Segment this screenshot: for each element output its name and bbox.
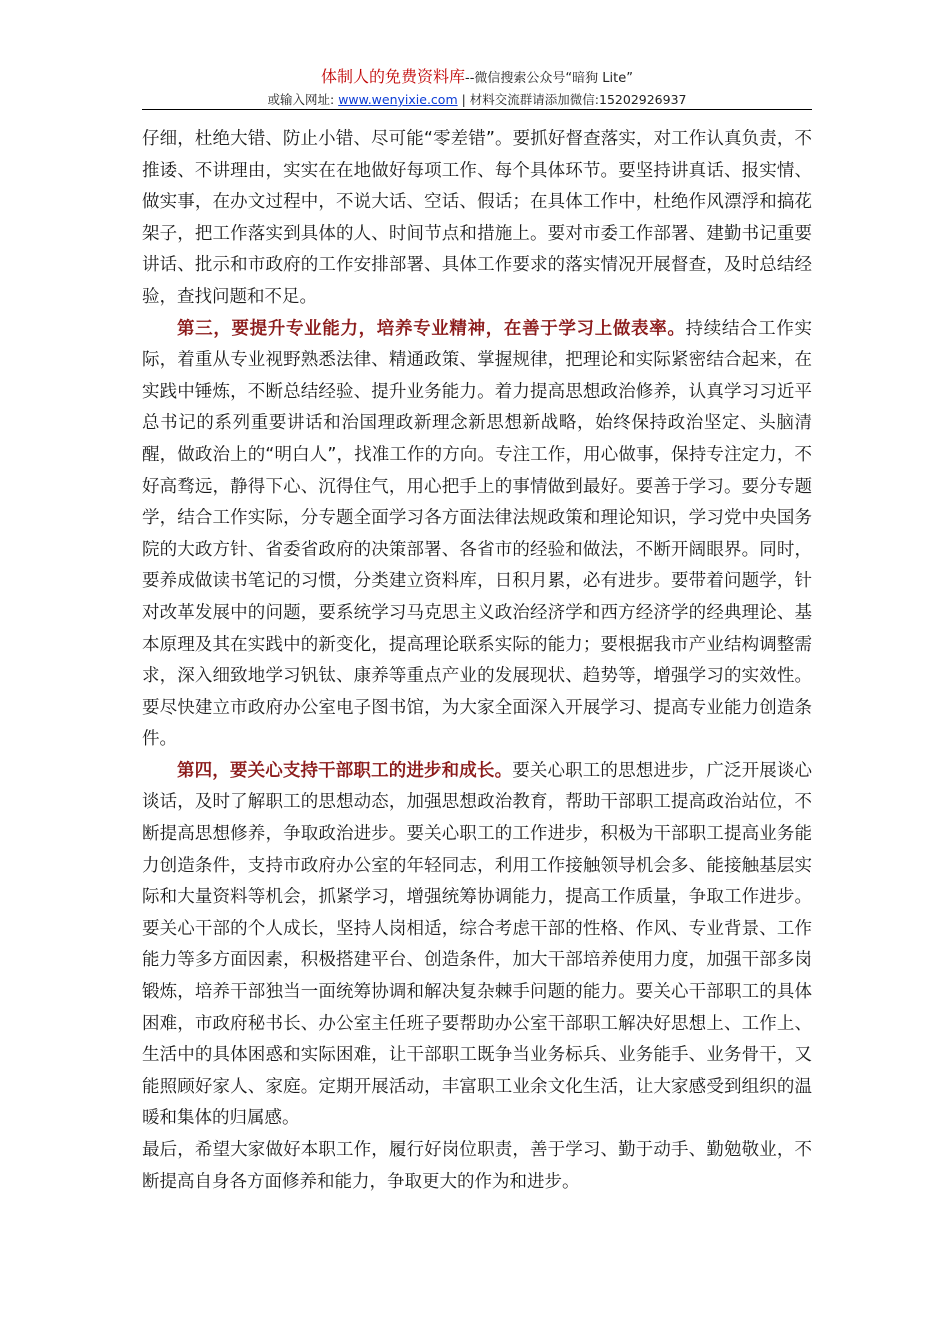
paragraph-fourth-body: 要关心职工的思想进步，广泛开展谈心谈话，及时了解职工的思想动态，加强思想政治教育，帮助干部职工提高政治站位，不断提高思想修养，争取政治进步。要关心职工的工作进步，积极为干部职工提高业务能力创造条件，支持市政府办公室的年轻同志，利用工作接触领导机会多、能接触基层实际和大量资料等机会，抓紧学习，增强统筹协调能力，提高工作质量，争取工作进步。要关心干部的个人成长，坚持人岗相适，综合考虑干部的性格、作风、专业背景、工作能力等多方面因素，积极搭建平台、创造条件，加大干部培养使用力度，加强干部多岗锻炼，培养干部独当一面统筹协调和解决复杂棘手问题的能力。要关心干部职工的具体困难，市政府秘书长、办公室主任班子要帮助办公室干部职工解决好思想上、工作上、生活中的具体困惑和实际困难，让干部职工既争当业务标兵、业务能手、业务骨干，又能照顾好家人、家庭。定期开展活动，丰富职工业余文化生活，让大家感受到组织的温暖和集体的归属感。 xyxy=(142,760,813,1129)
header-brand: 体制人的免费资料库 xyxy=(321,67,466,86)
header-contact-line xyxy=(142,90,812,110)
paragraph-third-body: 持续结合工作实际，着重从专业视野熟悉法律、精通政策、掌握规律，把理论和实际紧密结合起来，在实践中锤炼，不断总结经验、提升业务能力。着力提高思想政治修养，认真学习习近平总书记的系列重要讲话和治国理政新理念新思想新战略，始终保持政治坚定、头脑清醒，做政治上的“明白人”，找准工作的方向。专注工作，用心做事，保持专注定力，不好高骛远，静得下心、沉得住气，用心把手上的事情做到最好。要善于学习。要分专题学，结合工作实际，分专题全面学习各方面法律法规政策和理论知识，学习党中央国务院的大政方针、省委省政府的决策部署、各省市的经验和做法，不断开阔眼界。同时，要养成做读书笔记的习惯，分类建立资料库，日积月累，必有进步。要带着问题学，针对改革发展中的问题，要系统学习马克思主义政治经济学和西方经济学的经典理论、基本原理及其在实践中的新变化，提高理论联系实际的能力；要根据我市产业结构调整需求，深入细致地学习钒钛、康养等重点产业的发展现状、趋势等，增强学习的实效性。要尽快建立市政府办公室电子图书馆，为大家全面深入开展学习、提高专业能力创造条件。 xyxy=(142,318,813,750)
paragraph-continuation: 仔细，杜绝大错、防止小错、尽可能“零差错”。要抓好督查落实，对工作认真负责，不推诿、不讲理由，实实在在地做好每项工作、每个具体环节。要坚持讲真话、报实情、做实事，在办文过程中，不说大话、空话、假话；在具体工作中，杜绝作风漂浮和搞花架子，把工作落实到具体的人、时间节点和措施上。要对市委工作部署、建勤书记重要讲话、批示和市政府的工作安排部署、具体工作要求的落实情况开展督查，及时总结经验，查找问题和不足。 xyxy=(142,129,812,307)
document-body xyxy=(142,124,812,1198)
paragraph-fourth-point xyxy=(142,756,812,1135)
header-url-prefix: 或输入网址: xyxy=(267,92,335,107)
paragraph-closing: 最后，希望大家做好本职工作，履行好岗位职责，善于学习、勤于动手、勤勉敬业，不断提高自身各方面修养和能力，争取更大的作为和进步。 xyxy=(142,1140,812,1192)
website-link[interactable]: www.wenyixie.com xyxy=(338,92,458,107)
header-suffix: --微信搜索公众号“暗狗 Lite” xyxy=(465,71,633,86)
header-title-line xyxy=(142,66,812,90)
header-contact-info: | 材料交流群请添加微信:15202926937 xyxy=(461,92,687,107)
paragraph-third-point xyxy=(142,314,812,756)
page-header xyxy=(142,66,812,110)
section-heading-fourth: 第四，要关心支持干部职工的进步和成长。 xyxy=(177,760,513,781)
header-divider xyxy=(142,109,812,110)
section-heading-third: 第三，要提升专业能力，培养专业精神，在善于学习上做表率。 xyxy=(177,318,686,339)
